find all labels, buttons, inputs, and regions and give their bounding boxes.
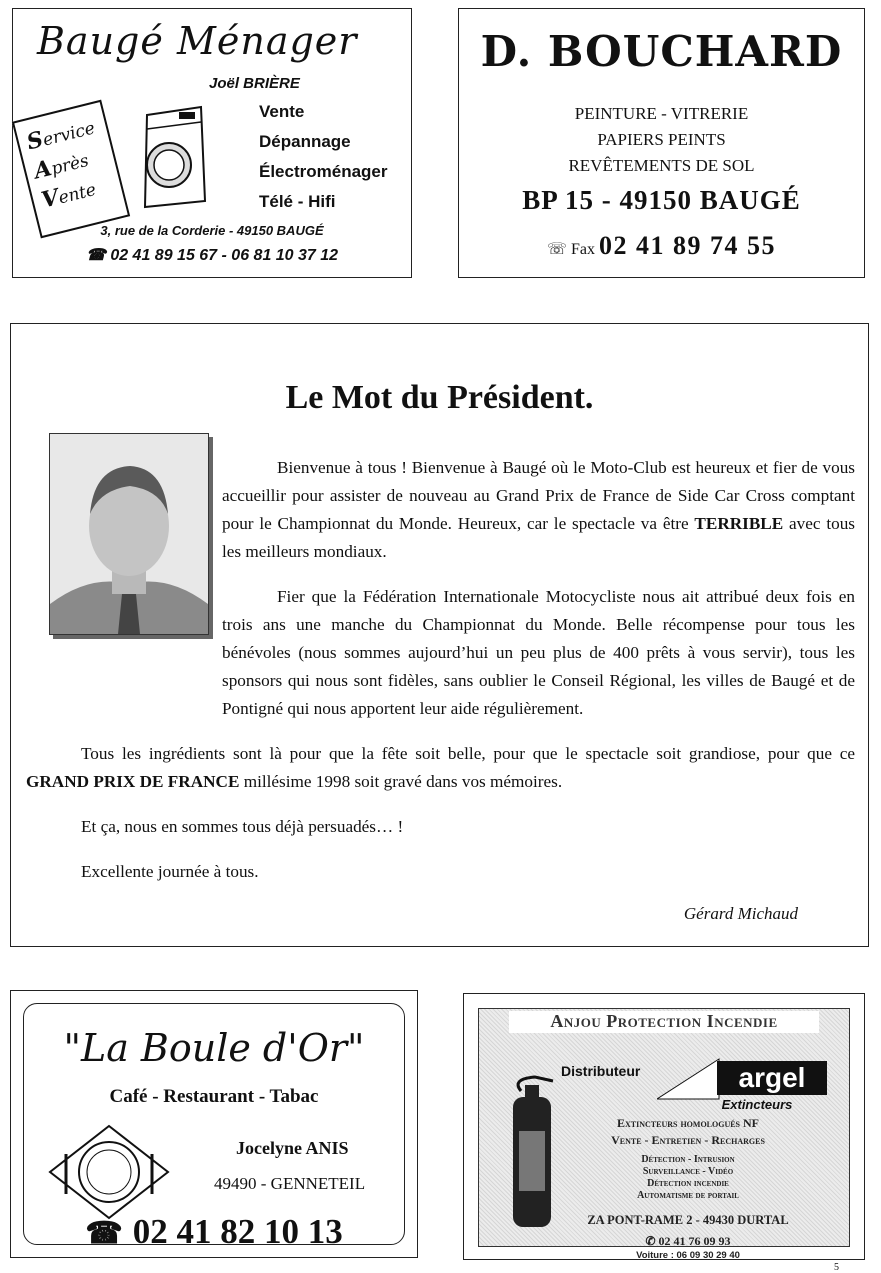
ad-phone: ✆ 02 41 76 09 93	[645, 1234, 731, 1248]
service-line: PEINTURE - VITRERIE	[574, 104, 749, 123]
ad-title: D. BOUCHARD	[480, 27, 843, 76]
distributor-label: Distributeur	[561, 1063, 641, 1079]
sav-line: Vente	[38, 179, 99, 214]
anjou-protection-ad	[463, 993, 865, 1260]
article-paragraph: Excellente journée à tous.	[81, 862, 259, 881]
ad-phone: ☎ 02 41 82 10 13	[85, 1212, 343, 1251]
ad-inner-frame	[23, 1003, 405, 1251]
sav-line: Après	[31, 150, 91, 185]
article-paragraph: Tous les ingrédients sont là pour que la fête soit belle, pour que le spectacle soit grandiose, pour que ce GRAND PRIX DE FRANCE millésime 1998 soit gravé dans vos mémoires.	[26, 744, 855, 791]
article-paragraph: Fier que la Fédération Internationale Motocycliste nous ait attribué deux fois en trois ans une manche du Championnat du Monde. Belle récompense pour tous les bénévoles (nous sommes aujourd’hui un peu plus de 400 prêts à vous servir), tous les sponsors qui nous sont fidèles, sans oublier le Conseil Régional, les villes de Baugé et de Pontigné qui nous apportent leur aide régulièrement.	[222, 587, 855, 718]
service-list	[259, 97, 388, 217]
ad-town: 49490 - GENNETEIL	[214, 1174, 366, 1193]
telephone-icon: ☎	[85, 247, 111, 264]
ad-title: Baugé Ménager	[37, 19, 358, 63]
ad-services	[459, 101, 864, 179]
service-item: Vente	[259, 102, 305, 121]
ad-address: ZA PONT-RAME 2 - 49430 DURTAL	[587, 1213, 789, 1227]
ad-title: "La Boule d'Or"	[63, 1026, 365, 1070]
fire-extinguisher-icon	[501, 1071, 561, 1231]
service-line: PAPIERS PEINTS	[597, 130, 726, 149]
argel-logo	[657, 1057, 829, 1113]
ad-owner: Joël BRIÈRE	[209, 75, 300, 92]
ad-subtitle: Café - Restaurant - Tabac	[109, 1086, 319, 1107]
bouchard-ad	[458, 8, 865, 278]
bauge-menager-ad	[12, 8, 412, 278]
washing-machine-icon	[139, 105, 209, 209]
sav-line: Service	[24, 118, 97, 156]
ad-services: Extincteurs homologués NF Vente - Entretien - Recharges	[611, 1116, 765, 1147]
article-paragraph: Et ça, nous en sommes tous déjà persuadés… !	[81, 817, 404, 836]
svg-text:Extincteurs: Extincteurs	[721, 1097, 793, 1112]
ad-fax: ☏ Fax 02 41 89 74 55	[546, 231, 776, 260]
svg-text:argel: argel	[738, 1062, 806, 1093]
service-line: REVÊTEMENTS DE SOL	[568, 156, 755, 175]
service-item: Télé - Hifi	[259, 192, 336, 211]
ad-address: 3, rue de la Corderie - 49150 BAUGÉ	[100, 223, 324, 238]
page-number: 5	[834, 1262, 839, 1273]
article-heading: Le Mot du Président.	[285, 379, 594, 416]
service-item: Dépannage	[259, 132, 351, 151]
boule-dor-ad	[10, 990, 418, 1258]
article-paragraph: Bienvenue à tous ! Bienvenue à Baugé où le Moto-Club est heureux et fier de vous accueillir pour assister de nouveau au Grand Prix de France de Side Car Cross comptant pour le Championnat du Monde. Heureux, car le spectacle va être TERRIBLE avec tous les meilleurs mondiaux.	[222, 458, 855, 561]
ad-inner-frame	[478, 1008, 850, 1261]
ad-services-secondary: Détection - Intrusion Surveillance - Vidéo Détection incendie Automatisme de portail	[637, 1154, 739, 1201]
ad-title: Anjou Protection Incendie	[509, 1011, 819, 1033]
ad-mobile: Voiture : 06 09 30 29 40	[636, 1250, 740, 1261]
service-apres-vente-sign	[12, 100, 130, 239]
president-article	[10, 323, 869, 947]
article-body	[26, 454, 855, 903]
service-item: Électroménager	[259, 162, 388, 181]
telephone-icon: ☏	[546, 241, 571, 258]
ad-owner: Jocelyne ANIS	[236, 1138, 349, 1158]
telephone-icon: ☎	[85, 1217, 123, 1250]
ad-postal-address: BP 15 - 49150 BAUGÉ	[522, 185, 801, 215]
ad-phone: ☎ 02 41 89 15 67 - 06 81 10 37 12	[85, 247, 339, 264]
article-signature: Gérard Michaud	[683, 904, 798, 923]
plate-cutlery-icon	[48, 1124, 170, 1220]
